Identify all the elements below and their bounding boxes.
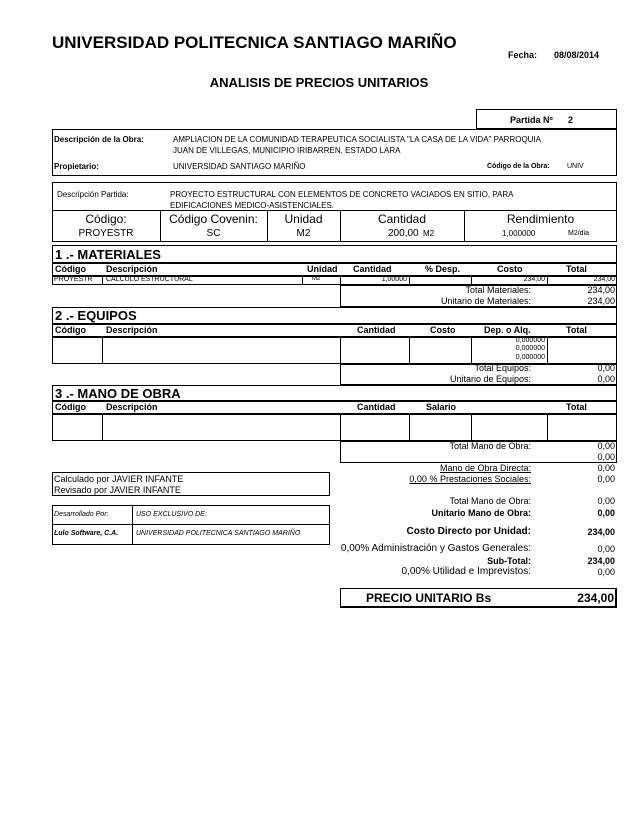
fecha-value: 08/08/2014 xyxy=(554,50,600,60)
mo-col-codigo: Código xyxy=(55,402,86,412)
utilidad-value: 0,00 xyxy=(597,567,615,577)
rendimiento-unit: M2/dia xyxy=(568,230,590,237)
calculado-por: Calculado por JAVIER INFANTE xyxy=(54,474,184,484)
total-materiales-value: 234,00 xyxy=(587,285,615,295)
mat-row-costo: 234,00 xyxy=(523,276,545,283)
covenin-value: SC xyxy=(206,228,221,239)
lulo-software: Lulo Software, C.A. xyxy=(54,530,119,537)
total-mano-obra-label: Total Mano de Obra: xyxy=(449,441,531,451)
obra-desc-line2: JUAN DE VILLEGAS, MUNICIPIO IRIBARREN, ESTADO LARA xyxy=(173,146,401,155)
total-mano-obra2-value: 0,00 xyxy=(597,496,615,506)
codigo-obra-label: Código de la Obra: xyxy=(487,163,550,170)
mo-col-total: Total xyxy=(566,402,587,412)
codigo-label: Código: xyxy=(85,212,127,226)
mat-row-total: 234,00 xyxy=(593,276,615,283)
eq-dep-value: 0,000000 xyxy=(515,337,545,344)
partida-divider xyxy=(52,210,617,211)
total-mano-obra-value2: 0,00 xyxy=(597,452,615,462)
partida-number: 2 xyxy=(568,115,574,125)
admin-value: 0,00 xyxy=(597,544,615,554)
mano-obra-title: 3 .- MANO DE OBRA xyxy=(55,386,181,401)
mat-row-codigo: PROYESTR xyxy=(54,276,93,283)
eq-col-total: Total xyxy=(566,325,587,335)
cantidad-label: Cantidad xyxy=(377,212,427,226)
unitario-equipos-value: 0,00 xyxy=(597,374,615,384)
subtotal-value: 234,00 xyxy=(587,556,615,566)
unitario-mano-obra-label: Unitario Mano de Obra: xyxy=(431,508,531,518)
mat-row-cantidad: 1,00000 xyxy=(381,276,407,283)
mo-col-salario: Salario xyxy=(426,402,457,412)
partida-label: Partida Nº xyxy=(510,115,553,125)
unitario-mano-obra-value: 0,00 xyxy=(597,508,615,518)
mat-col-unidad: Unidad xyxy=(307,264,338,274)
codigo-obra-value: UNIV xyxy=(567,163,584,170)
fecha-label: Fecha: xyxy=(508,50,538,60)
total-equipos-value: 0,00 xyxy=(597,363,615,373)
eq-col-codigo: Código xyxy=(55,325,86,335)
revisado-por: Revisado por JAVIER INFANTE xyxy=(54,485,181,495)
cantidad-unit: M2 xyxy=(423,229,435,238)
eq-col-dep: Dep. o Alq. xyxy=(484,325,531,335)
mo-directa-label: Mano de Obra Directa: xyxy=(439,463,531,473)
propietario-label: Propietario: xyxy=(54,162,99,171)
eq-col-costo: Costo xyxy=(430,325,456,335)
mano-obra-body xyxy=(52,414,617,441)
mat-col-desp: % Desp. xyxy=(425,264,461,274)
rendimiento-value: 1,000000 xyxy=(502,229,536,238)
eq-col-descripcion: Descripción xyxy=(106,325,158,335)
covenin-label: Código Covenin: xyxy=(169,212,258,226)
page-subtitle: ANALISIS DE PRECIOS UNITARIOS xyxy=(209,75,429,90)
mat-col-costo: Costo xyxy=(497,264,523,274)
cantidad-value: 200,00 xyxy=(388,228,419,239)
eq-dep-value: 0,000000 xyxy=(515,345,545,352)
costo-directo-value: 234,00 xyxy=(587,527,615,537)
eq-dep-value: 0,000000 xyxy=(515,354,545,361)
mat-row-unidad: M2 xyxy=(312,276,321,282)
partida-desc-line1: PROYECTO ESTRUCTURAL CON ELEMENTOS DE CONCRETO VACIADOS EN SITIO, PARA xyxy=(170,190,514,199)
costo-directo-label: Costo Directo por Unidad: xyxy=(406,526,531,537)
partida-desc-line2: EDIFICACIONES MEDICO-ASISTENCIALES. xyxy=(170,201,335,210)
mat-col-descripcion: Descripción xyxy=(106,264,158,274)
desarrollado-por: Desarrollado Por: xyxy=(54,511,109,518)
codigo-value: PROYESTR xyxy=(78,228,134,239)
mo-directa-value: 0,00 xyxy=(597,463,615,473)
total-mano-obra-value: 0,00 xyxy=(597,441,615,451)
university-title: UNIVERSIDAD POLITECNICA SANTIAGO MARIÑO xyxy=(52,33,457,52)
partida-desc-label: Descripción Partida: xyxy=(57,190,129,199)
uso-exclusivo: USO EXCLUSIVO DE: xyxy=(136,511,207,518)
mat-col-codigo: Código xyxy=(55,264,86,274)
utilidad-label: 0,00% Utilidad e Imprevistos: xyxy=(401,566,531,577)
eq-col-cantidad: Cantidad xyxy=(357,325,396,335)
obra-desc-label: Descripción de la Obra: xyxy=(54,135,144,144)
prestaciones-value: 0,00 xyxy=(597,474,615,484)
admin-label: 0,00% Administración y Gastos Generales: xyxy=(340,543,531,554)
unidad-label: Unidad xyxy=(284,212,323,226)
total-equipos-label: Total Equipos: xyxy=(474,363,531,373)
unidad-value: M2 xyxy=(296,228,311,239)
precio-unitario-value: 234,00 xyxy=(577,591,614,605)
equipos-title: 2 .- EQUIPOS xyxy=(55,308,137,323)
subtotal-label: Sub-Total: xyxy=(487,556,531,566)
mo-col-cantidad: Cantidad xyxy=(357,402,396,412)
mat-row-descripcion: CALCULO ESTRUCTURAL xyxy=(106,276,193,283)
total-materiales-label: Total Materiales: xyxy=(465,285,531,295)
unitario-materiales-value: 234,00 xyxy=(587,296,615,306)
total-mano-obra2-label: Total Mano de Obra: xyxy=(449,496,531,506)
rendimiento-label: Rendimiento xyxy=(506,212,575,226)
unitario-materiales-label: Unitario de Materiales: xyxy=(440,296,531,306)
prestaciones-label: 0,00 % Prestaciones Sociales: xyxy=(409,474,531,484)
materiales-title: 1 .- MATERIALES xyxy=(55,247,161,262)
software-licensee: UNIVERSIDAD POLITECNICA SANTIAGO MARIÑO xyxy=(136,530,301,537)
mat-col-total: Total xyxy=(566,264,587,274)
propietario-value: UNIVERSIDAD SANTIAGO MARIÑO xyxy=(173,162,306,171)
mat-col-cantidad: Cantidad xyxy=(353,264,392,274)
unitario-equipos-label: Unitario de Equipos: xyxy=(449,374,531,384)
mo-col-descripcion: Descripción xyxy=(106,402,158,412)
precio-unitario-label: PRECIO UNITARIO Bs xyxy=(366,591,492,605)
obra-desc-line1: AMPLIACION DE LA COMUNIDAD TERAPEUTICA SOCIALISTA "LA CASA DE LA VIDA" PARROQUIA xyxy=(173,135,542,144)
